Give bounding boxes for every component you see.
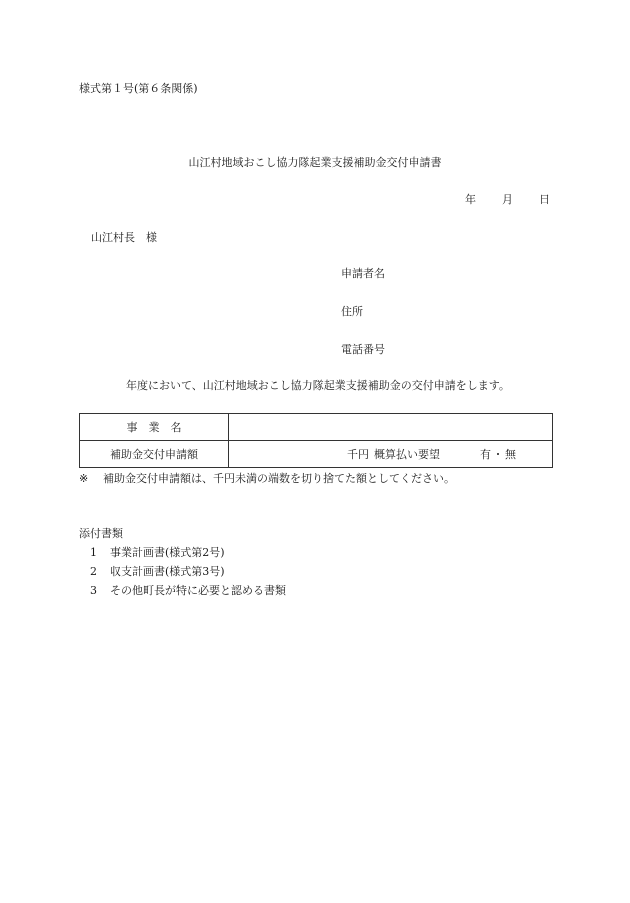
list-item <box>90 547 225 558</box>
advance-payment-options <box>480 449 516 460</box>
advance-separator: ・ <box>492 448 504 461</box>
advance-no-option[interactable]: 無 <box>505 448 516 461</box>
amount-field[interactable] <box>229 441 553 468</box>
project-name-field[interactable] <box>229 414 553 441</box>
applicant-phone-label: 電話番号 <box>341 343 385 356</box>
form-number: 様式第１号(第６条関係) <box>79 82 198 95</box>
list-item <box>90 566 225 577</box>
attachment-number: 1 <box>90 546 97 559</box>
attachment-text: 事業計画書(様式第2号) <box>110 546 225 559</box>
attachment-number: 3 <box>90 584 97 597</box>
project-name-label: 事 業 名 <box>80 414 229 441</box>
attachments-heading: 添付書類 <box>79 527 123 540</box>
attachment-text: 収支計画書(様式第3号) <box>110 565 225 578</box>
applicant-address-label: 住所 <box>341 305 363 318</box>
amount-label: 補助金交付申請額 <box>80 441 229 468</box>
request-statement: 年度において、山江村地域おこし協力隊起業支援補助金の交付申請をします。 <box>126 379 510 392</box>
addressee <box>91 232 157 243</box>
note <box>79 473 455 484</box>
date-line <box>465 194 550 205</box>
application-table <box>79 413 553 468</box>
attachment-number: 2 <box>90 565 97 578</box>
document-title: 山江村地域おこし協力隊起業支援補助金交付申請書 <box>188 156 442 169</box>
list-item <box>90 585 286 596</box>
month-label: 月 <box>502 193 513 206</box>
note-text: 補助金交付申請額は、千円未満の端数を切り捨てた額としてください。 <box>103 472 455 485</box>
year-label: 年 <box>465 193 476 206</box>
day-label: 日 <box>539 193 550 206</box>
advance-payment-label: 概算払い要望 <box>374 448 440 461</box>
addressee-honorific: 様 <box>146 231 157 244</box>
amount-unit: 千円 <box>347 448 369 461</box>
applicant-name-label: 申請者名 <box>341 267 385 280</box>
note-mark: ※ <box>79 472 89 485</box>
advance-yes-option[interactable]: 有 <box>480 448 491 461</box>
table-row <box>80 441 553 468</box>
table-row <box>80 414 553 441</box>
attachment-text: その他町長が特に必要と認める書類 <box>110 584 286 597</box>
addressee-name: 山江村長 <box>91 231 135 244</box>
